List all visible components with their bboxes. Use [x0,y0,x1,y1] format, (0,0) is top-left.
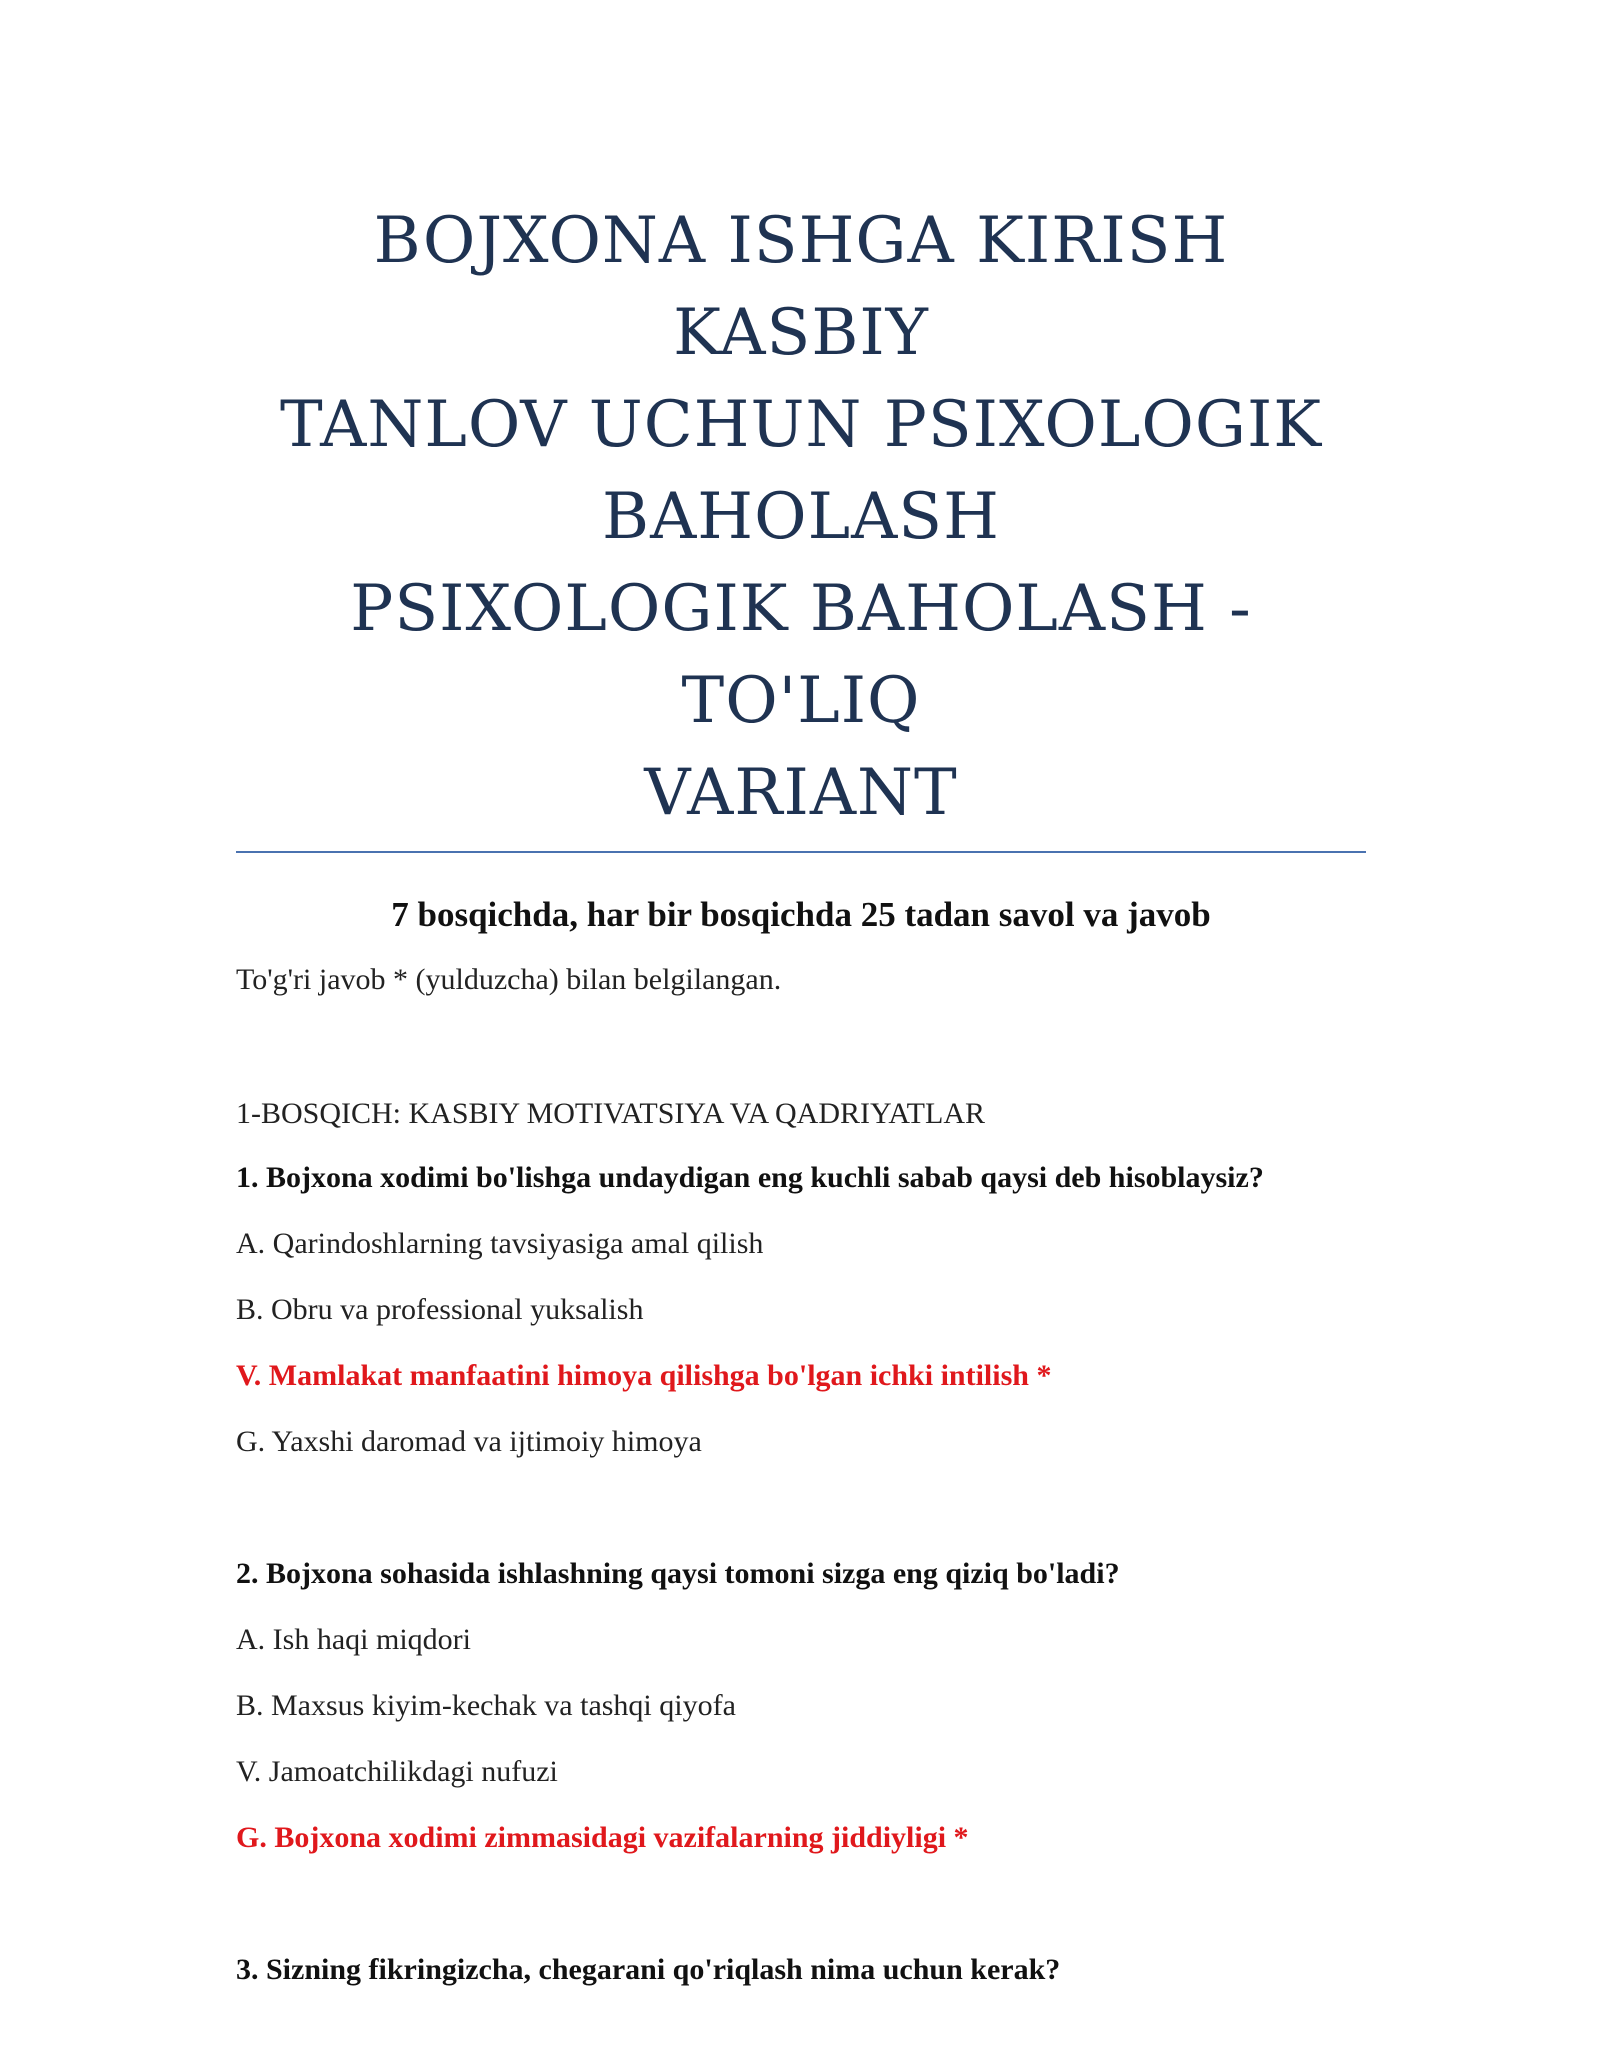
question-1-option-g: G. Yaxshi daromad va ijtimoiy himoya [236,1425,702,1458]
title-line: PSIXOLOGIK BAHOLASH - TO'LIQ [350,572,1252,738]
question-2-option-g-correct: G. Bojxona xodimi zimmasidagi vazifalarning jiddiyligi * [236,1821,969,1854]
question-3: 3. Sizning fikringizcha, chegarani qo'riqlash nima uchun kerak? [236,1953,1061,1986]
document-title [236,195,1366,839]
question-2-option-b: B. Maxsus kiyim-kechak va tashqi qiyofa [236,1689,736,1722]
document-content [236,195,1366,1987]
title-line: BOJXONA ISHGA KIRISH KASBIY [373,204,1229,370]
document-subtitle: 7 bosqichda, har bir bosqichda 25 tadan savol va javob [391,895,1211,934]
title-line: VARIANT [644,756,958,830]
answer-key-note: To'g'ri javob * (yulduzcha) bilan belgilangan. [236,963,782,996]
question-2-option-v: V. Jamoatchilikdagi nufuzi [236,1755,558,1788]
question-1: 1. Bojxona xodimi bo'lishga undaydigan eng kuchli sabab qaysi deb hisoblaysiz? [236,1161,1264,1194]
question-2: 2. Bojxona sohasida ishlashning qaysi tomoni sizga eng qiziq bo'ladi? [236,1557,1120,1590]
question-1-option-a: A. Qarindoshlarning tavsiyasiga amal qilish [236,1227,764,1260]
question-2-option-a: A. Ish haqi miqdori [236,1623,471,1656]
title-line: TANLOV UCHUN PSIXOLOGIK [279,388,1323,462]
title-divider [236,851,1366,853]
title-line: BAHOLASH [602,480,1000,554]
section-title: 1-BOSQICH: KASBIY MOTIVATSIYA VA QADRIYATLAR [236,1097,985,1130]
question-1-option-b: B. Obru va professional yuksalish [236,1293,644,1326]
question-1-option-v-correct: V. Mamlakat manfaatini himoya qilishga bo'lgan ichki intilish * [236,1359,1052,1392]
